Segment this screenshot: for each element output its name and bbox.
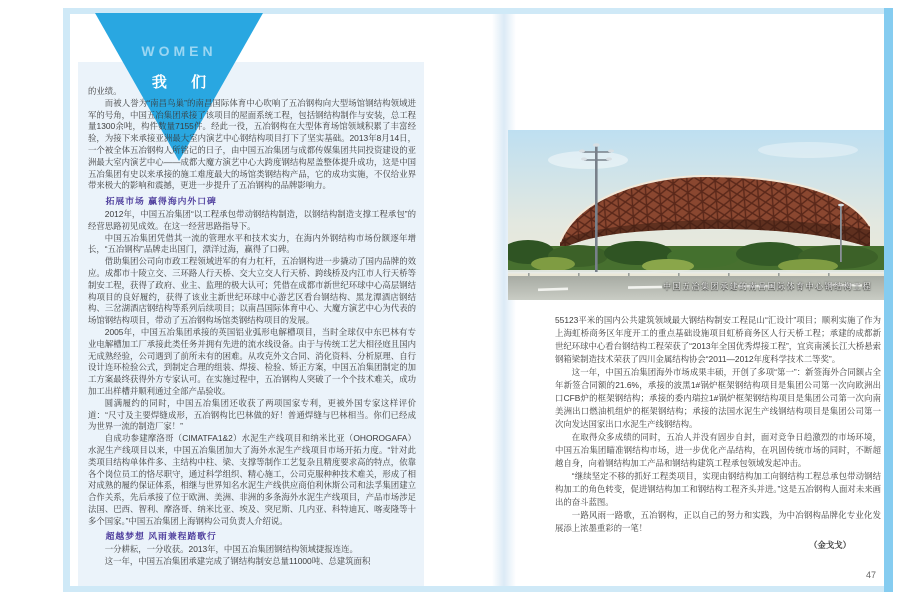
subheading-market: 拓展市场 赢得海内外口碑 bbox=[105, 196, 217, 207]
paragraph: 一分耕耘，一分收获。2013年，中国五冶集团钢结构领域捷报连连。 bbox=[104, 544, 358, 555]
paragraph: 这一年，中国五冶集团承建完成了钢结构制安总量11000吨、总建筑面积 bbox=[104, 556, 371, 567]
frame-left-strip bbox=[63, 8, 70, 592]
author-signature: （金戈戈） bbox=[809, 540, 851, 550]
paragraph: 而被人誉为“南昌鸟巢”的南昌国际体育中心吹响了五冶钢构向大型场馆钢结构领域进军的号角，中国五冶集团承接了该项目的屋面系统工程，包括钢结构制作与安装，总工程量1300余吨，构件数量7155件。经此一役，五冶钢构在大型体育场馆领域积累了丰富经验，为接下来承接亚洲最大室内演艺中心钢结构项目打下了坚实基础。2013年8月14日，一个被全体五冶钢构人所铭记的日子，由中国五冶集团与成都传媒集团共同投资建设的亚洲最大室内演艺中心——成都大魔方演艺中心大跨度钢结构屋盖整体提升成功，这是中国五冶集团有史以来承接的施工难度最大的场馆类钢结构产品，它的成功实施，不仅给业界带来极大的影响和震撼，更进一步提升了五冶钢构的品牌影响力。 bbox=[88, 97, 416, 191]
paragraph: 这一年，中国五冶集团海外市场成果丰硕，开创了多项“第一”：新签海外合同额占全年新签合同额的21.6%，承接的波黑1#锅炉框架钢结构项目是集团公司第一次向欧洲出口CFB炉的框架钢结构；承接的委内瑞拉1#锅炉框架钢结构项目是集团公司第一次向南美洲出口燃油机组炉的框架钢结构；承接的法国水泥生产线钢结构项目是集团公司第一次向发达国家出口水泥生产线钢结构。 bbox=[555, 367, 881, 429]
paragraph: 一路风雨一路歌，五冶钢构，正以自己的努力和实践，为中冶钢构品牌化专业化发展添上浓墨重彩的一笔！ bbox=[555, 510, 881, 533]
paragraph: “继续坚定不移的抓好工程类项目，实现由钢结构加工向钢结构工程总承包带动钢结构加工的角色转变，促进钢结构加工和钢结构工程齐头并进。”这是五冶钢构人面对未来画出的奋斗蓝图。 bbox=[555, 471, 881, 507]
paragraph: 的业绩。 bbox=[88, 86, 122, 96]
page-number: 47 bbox=[865, 570, 876, 580]
left-page-text-column bbox=[88, 86, 416, 568]
paragraph: 中国五冶集团凭借其一流的管理水平和技术实力，在海内外钢结构市场份额逐年增长，“五冶钢构”品牌走出国门，漂洋过海，赢得了口碑。 bbox=[88, 232, 416, 255]
page-gutter-shadow bbox=[492, 14, 516, 586]
stadium-photo bbox=[508, 130, 884, 300]
section-title-en: WOMEN bbox=[141, 43, 217, 59]
paragraph: 2005年，中国五冶集团承接的英国铝业弧形电解槽项目，当时全球仅中东巴林有专业电解槽加工厂承接此类任务并拥有先进的流水线设备。由于与传统工艺大相径庭且国内无成熟经验，公司遇到了前所未有的困难。从攻克外文合同、消化资料、分析原理、自行设计连环检验公式，到制定合理的组装、焊接、检验、矫正方案，中国五冶集团制定的加工方案最终获得外方专家认可。在实施过程中，五冶钢构人突破了一个个技术难关，成功加工出样槽并顺利通过全部产品验收。 bbox=[88, 326, 416, 396]
paragraph: 自成功参建摩洛哥（CIMATFA1&2）水泥生产线项目和纳米比亚（OHOROGAFA）水泥生产线项目以来，中国五冶集团加大了海外水泥生产线项目市场开拓力度。“针对此类项目结构单体件多、主结构中柱、梁、支撑等制作工艺复杂且精度要求高的特点，依靠各个岗位员工的恪尽职守，通过科学组织、精心施工，公司克服种种技术难关，形成了相对成熟的履约保证体系，相继与世界知名水泥生产线供应商伯利休斯公司和法孚集团建立合作关系，先后承接了位于欧洲、美洲、非洲的多条海外水泥生产线项目，产品市场涉足法国、巴西、智利、摩洛哥、纳米比亚、埃及、突尼斯、几内亚、科特迪瓦、喀麦隆等十多个国家。”中国五冶集团上海钢构公司负责人介绍说。 bbox=[88, 433, 416, 526]
section-title-cn: 我 们 bbox=[151, 74, 217, 91]
right-page-text-column bbox=[555, 314, 881, 552]
paragraph: 圆满履约的同时，中国五冶集团还收获了两项国家专利，更被外国专家这样评价道：“尺寸及主要焊缝成形，五冶钢构比巴林做的好！普通焊缝与巴林相当。你们已经成为世界一流的制造厂家！” bbox=[88, 397, 416, 432]
paragraph: 55123平米的国内公共建筑领域最大钢结构制安工程昆山“汇设计”项目；顺利实施了作为上海虹桥商务区年度开工的重点基础设施项目虹桥商务区人行天桥工程；承建的成都新世纪环球中心看台钢结构工程荣获了“2013年全国优秀焊接工程”，宜宾南溪长江大桥悬索钢箱梁制造技术荣获了四川金属结构协会“2011—2012年度科学技术二等奖”。 bbox=[555, 315, 881, 364]
paragraph: 在取得众多成绩的同时，五冶人并没有固步自封，面对竞争日趋激烈的市场环境，中国五冶集团瞄准钢结构市场，进一步优化产品结构，在巩固传统市场的同时，不断超越自身，向着钢结构加工产品和钢结构建筑工程承包领域发起冲击。 bbox=[555, 432, 881, 468]
stadium-illustration bbox=[508, 130, 884, 300]
photo-caption: 中国五冶集团承建的南昌国际体育中心钢结构工程 bbox=[663, 282, 872, 291]
paragraph: 借助集团公司向市政工程领域进军的有力杠杆，五冶钢构进一步撬动了国内品牌的效应。成都市十陵立交、三环路人行天桥、交大立交人行天桥、跨线桥及内江市人行天桥等制安工程，获得了政府、业主、监理的极大认可；凭借在成都市新世纪环球中心高层钢结构项目的良好履约，获得了该业主新世纪环球中心游艺区看台钢结构、黑龙潭酒店钢结构、三岔湖酒店钢结构等系列后续项目；以南昌国际体育中心、大魔方演艺中心为代表的场馆钢结构项目，带动了五冶钢构场馆类钢结构项目的发展。 bbox=[88, 256, 416, 326]
frame-bottom-strip bbox=[63, 586, 893, 592]
frame-right-strip bbox=[884, 8, 893, 592]
subheading-dream: 超越梦想 风雨兼程踏歌行 bbox=[105, 531, 217, 542]
paragraph: 2012年，中国五冶集团“以工程承包带动钢结构制造，以钢结构制造支撑工程承包”的经营思路初见成效。在这一经营思路指导下。 bbox=[88, 208, 416, 231]
